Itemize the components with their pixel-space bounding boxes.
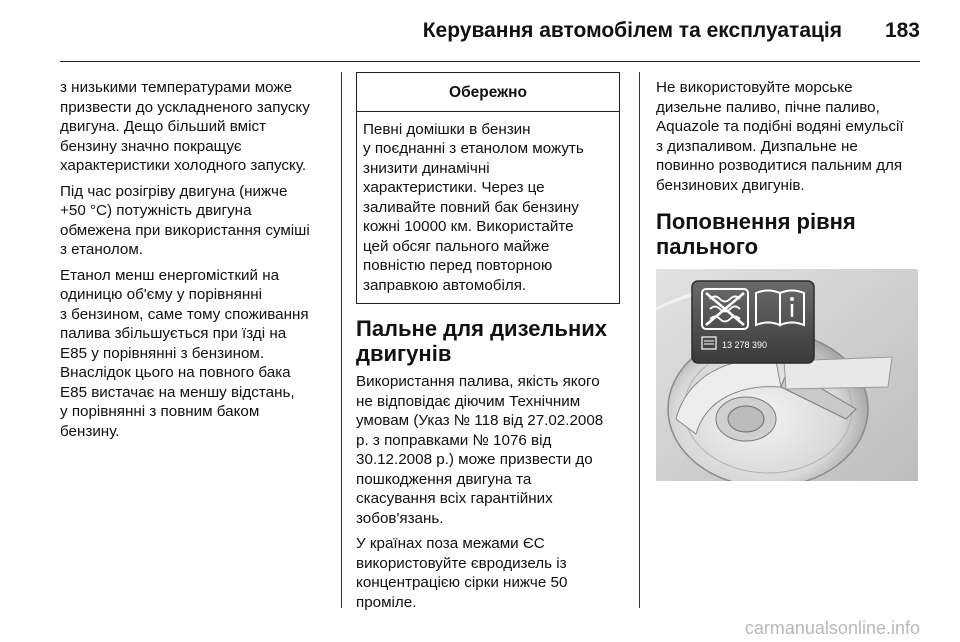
header-title: Керування автомобілем та експлуатація	[422, 19, 842, 42]
text-line: пошкодження двигуна та	[356, 470, 532, 488]
text-line: E85 у порівнянні з бензином.	[60, 344, 265, 362]
text-line: характеристики холодного запуску.	[60, 157, 307, 174]
text-line: Певні домішки в бензин	[363, 120, 531, 138]
text-line: характеристики. Через це	[363, 179, 545, 196]
header-rule	[60, 61, 920, 62]
text-line: бензину.	[60, 422, 120, 440]
text-line: концентрацією сірки нижче 50	[356, 574, 568, 591]
text-line: Використання палива, якість якого	[356, 373, 600, 390]
text-line: бензинових двигунів.	[656, 176, 805, 194]
text-line: одиницю об'єму у порівнянні	[60, 286, 262, 303]
text-line: з етанолом.	[60, 241, 143, 258]
text-line: +50 °C) потужність двигуна	[60, 202, 252, 219]
caution-body	[357, 112, 619, 304]
column-divider-1	[341, 72, 342, 608]
text-line: р. з поправками № 1076 від	[356, 431, 552, 449]
text-line: палива збільшується при їзді на	[60, 325, 287, 342]
heading-line: двигунів	[356, 341, 452, 366]
text-line: У країнах поза межами ЄС	[356, 535, 545, 552]
paragraph-ethanol-energy	[60, 266, 330, 442]
text-line: з низькими температурами може	[60, 79, 293, 96]
text-line: повністю перед повторною	[363, 257, 553, 274]
text-line: бензину значно покращує	[60, 137, 242, 155]
text-line: повинно розводитися пальним для	[656, 157, 903, 174]
text-line: зобов'язань.	[356, 509, 444, 527]
watermark: carmanualsonline.info	[744, 618, 920, 638]
text-line: заправкою автомобіля.	[363, 276, 527, 294]
section-heading-refueling	[656, 209, 922, 259]
text-line: двигуна. Дещо більший вміст	[60, 118, 267, 135]
text-line: умовам (Указ № 118 від 27.02.2008	[356, 412, 604, 429]
heading-line: пального	[656, 234, 759, 259]
text-line: кожні 10000 км. Використайте	[363, 218, 574, 235]
text-line: проміле.	[356, 593, 417, 611]
paragraph-cold-start	[60, 78, 330, 176]
heading-line: Пальне для дизельних	[356, 316, 607, 341]
text-line: Етанол менш енергомісткий на	[60, 266, 280, 284]
paragraph-warmup	[60, 182, 330, 260]
heading-line: Поповнення рівня	[656, 209, 856, 234]
column-divider-2	[639, 72, 640, 608]
paragraph-marine-diesel	[656, 78, 922, 195]
text-line: призвести до ускладненого запуску	[60, 98, 310, 116]
text-line: не відповідає діючим Технічним	[356, 392, 581, 410]
column-2	[356, 78, 624, 618]
text-line: з бензином, саме тому споживання	[60, 305, 309, 323]
caution-title: Обережно	[357, 73, 619, 112]
caution-box	[356, 72, 620, 304]
text-line: використовуйте євродизель із	[356, 554, 567, 572]
text-line: заливайте повний бак бензину	[363, 198, 579, 216]
text-line: у порівнянні з повним баком	[60, 403, 260, 420]
text-line: дизельне паливо, пічне паливо,	[656, 98, 880, 116]
fuel-flap-illustration	[656, 269, 918, 481]
page-number: 183	[884, 19, 920, 42]
section-heading-diesel	[356, 316, 624, 366]
text-line: обмежена при використання суміші	[60, 221, 310, 239]
fuel-flap-figure	[656, 269, 918, 481]
figure-code: 13 278 390	[722, 340, 768, 350]
text-line: Під час розігріву двигуна (нижче	[60, 182, 288, 200]
text-line: Внаслідок цього на повного бака	[60, 364, 291, 381]
text-line: цей обсяг пального майже	[363, 237, 550, 255]
text-line: E85 вистачає на меншу відстань,	[60, 383, 295, 401]
column-1	[60, 78, 330, 447]
column-3	[656, 78, 922, 481]
text-line: скасування всіх гарантійних	[356, 490, 553, 507]
paragraph-diesel-quality	[356, 372, 624, 528]
text-line: у поєднанні з етанолом можуть	[363, 140, 584, 157]
text-line: знизити динамічні	[363, 159, 490, 177]
text-line: 30.12.2008 р.) може призвести до	[356, 451, 593, 468]
text-line: Aquazole та подібні водяні емульсії	[656, 118, 904, 135]
paragraph-eurodiesel	[356, 534, 624, 612]
text-line: Не використовуйте морське	[656, 79, 853, 96]
text-line: з дизпаливом. Дизпальне не	[656, 137, 858, 155]
